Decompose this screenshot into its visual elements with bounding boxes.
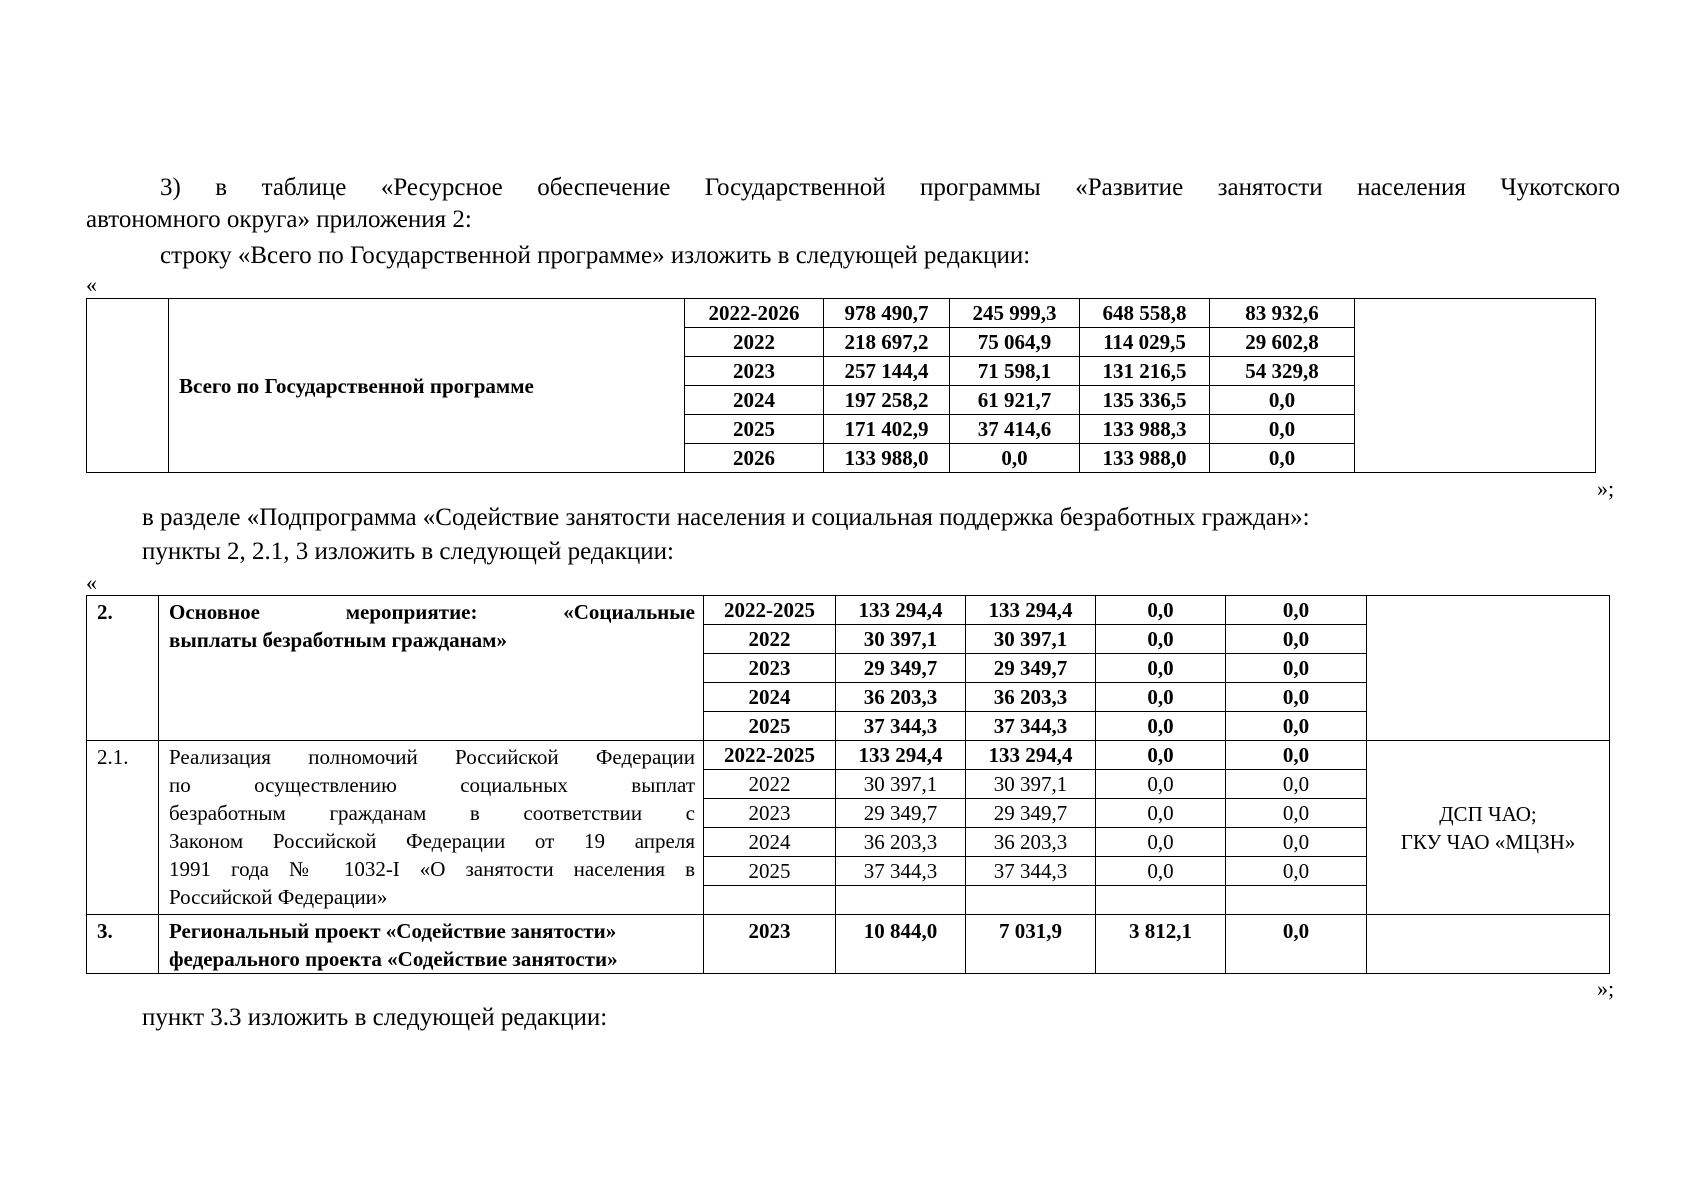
row21-value: 36 203,3 (966, 828, 1096, 857)
row21-year: 2024 (704, 828, 836, 857)
table1-value: 61 921,7 (950, 386, 1080, 415)
table2-row (87, 915, 1610, 974)
table1-label: Всего по Государственной программе (169, 299, 685, 473)
row21-total: 133 294,4 (836, 741, 966, 770)
table2-row (87, 741, 1610, 770)
row2-value: 0,0 (1226, 625, 1367, 654)
row2-value: 0,0 (1096, 625, 1226, 654)
row3-responsible-cell (1367, 915, 1610, 974)
row21-value: 0,0 (1096, 799, 1226, 828)
subprogram-line: в разделе «Подпрограмма «Содействие занятости населения и социальная поддержка безработных граждан»: (142, 504, 1310, 531)
table1-year: 2022 (685, 328, 824, 357)
row21-value: 37 344,3 (966, 857, 1096, 886)
table1-value: 245 999,3 (950, 299, 1080, 328)
table1-total: 133 988,0 (824, 444, 950, 473)
row2-total: 133 294,4 (836, 596, 966, 625)
row21-total: 30 397,1 (836, 770, 966, 799)
row2-year: 2025 (704, 712, 836, 741)
row3-description (159, 915, 704, 974)
row21-description (159, 741, 704, 915)
row21-value: 0,0 (1226, 799, 1367, 828)
row21-value: 29 349,7 (966, 799, 1096, 828)
table1-value: 114 029,5 (1080, 328, 1210, 357)
point33-line: пункт 3.3 изложить в следующей редакции: (142, 1004, 608, 1031)
row2-value: 0,0 (1226, 712, 1367, 741)
empty-cell (836, 886, 966, 915)
empty-cell (1096, 886, 1226, 915)
row21-responsible (1367, 741, 1610, 915)
row3-value: 7 031,9 (966, 915, 1096, 974)
row2-value: 0,0 (1096, 654, 1226, 683)
responsible-line: ГКУ ЧАО «МЦЗН» (1400, 829, 1576, 854)
row21-total: 37 344,3 (836, 857, 966, 886)
table1-value: 648 558,8 (1080, 299, 1210, 328)
row3-value: 3 812,1 (1096, 915, 1226, 974)
row2-value: 36 203,3 (966, 683, 1096, 712)
table1-value: 131 216,5 (1080, 357, 1210, 386)
row21-value: 0,0 (1226, 828, 1367, 857)
table1-total: 218 697,2 (824, 328, 950, 357)
row21-desc-line: Законом Российской Федерации от 19 апреля (169, 829, 695, 853)
row21-desc-line: безработным гражданам в соответствии с (169, 801, 695, 825)
row2-year: 2022-2025 (704, 596, 836, 625)
row2-value: 0,0 (1226, 654, 1367, 683)
row21-value: 30 397,1 (966, 770, 1096, 799)
open-quote-1: « (86, 272, 97, 297)
row2-total: 37 344,3 (836, 712, 966, 741)
table1-value: 135 336,5 (1080, 386, 1210, 415)
item3-line2: автономного округа» приложения 2: (86, 206, 472, 233)
row2-value: 37 344,3 (966, 712, 1096, 741)
table1-index-cell (87, 299, 169, 473)
table1-year: 2024 (685, 386, 824, 415)
row2-value: 133 294,4 (966, 596, 1096, 625)
row2-total: 36 203,3 (836, 683, 966, 712)
row3-desc-line: федерального проекта «Содействие занятости» (169, 947, 618, 971)
row3-value: 0,0 (1226, 915, 1367, 974)
row21-total: 29 349,7 (836, 799, 966, 828)
row21-value: 0,0 (1226, 741, 1367, 770)
row2-desc-line: выплаты безработным гражданам» (169, 628, 507, 652)
row21-index: 2.1. (87, 741, 159, 915)
row21-value: 0,0 (1226, 857, 1367, 886)
row2-value: 29 349,7 (966, 654, 1096, 683)
row-total-instruction: строку «Всего по Государственной программе» изложить в следующей редакции: (160, 242, 1031, 269)
row21-desc-line: по осуществлению социальных выплат (169, 773, 695, 797)
table1-total: 197 258,2 (824, 386, 950, 415)
row21-desc-line: 1991 года № 1032-I «О занятости населения в (169, 857, 695, 881)
responsible-line: ДСП ЧАО; (1439, 801, 1537, 826)
row3-desc-line: Региональный проект «Содействие занятости» (169, 919, 617, 943)
table1-value: 29 602,8 (1210, 328, 1355, 357)
empty-cell (704, 886, 836, 915)
row21-value: 0,0 (1096, 741, 1226, 770)
row21-value: 0,0 (1226, 770, 1367, 799)
row2-total: 29 349,7 (836, 654, 966, 683)
close-quote-2: »; (1597, 976, 1615, 1001)
row21-year: 2023 (704, 799, 836, 828)
row3-index: 3. (87, 915, 159, 974)
row2-total: 30 397,1 (836, 625, 966, 654)
row2-desc-line: Основное мероприятие: «Социальные (169, 600, 695, 624)
empty-cell (1226, 886, 1367, 915)
row2-responsible-cell (1367, 596, 1610, 741)
row21-value: 0,0 (1096, 770, 1226, 799)
row2-index: 2. (87, 596, 159, 741)
row2-description (159, 596, 704, 741)
table1-responsible-cell (1355, 299, 1596, 473)
item3-line1: 3) в таблице «Ресурсное обеспечение Государственной программы «Развитие занятости населения Чукотского (160, 174, 1620, 201)
close-quote-1: »; (1597, 476, 1615, 501)
row2-year: 2022 (704, 625, 836, 654)
row2-value: 0,0 (1226, 683, 1367, 712)
row2-value: 0,0 (1096, 712, 1226, 741)
row21-year: 2022 (704, 770, 836, 799)
table1-value: 133 988,0 (1080, 444, 1210, 473)
table1-value: 75 064,9 (950, 328, 1080, 357)
row21-desc-line: Российской Федерации» (169, 885, 388, 909)
table1-value: 133 988,3 (1080, 415, 1210, 444)
total-program-table (86, 298, 1596, 473)
row2-value: 30 397,1 (966, 625, 1096, 654)
row3-total: 10 844,0 (836, 915, 966, 974)
row21-total: 36 203,3 (836, 828, 966, 857)
table1-value: 37 414,6 (950, 415, 1080, 444)
row21-value: 133 294,4 (966, 741, 1096, 770)
table1-row (87, 299, 1596, 328)
row2-value: 0,0 (1226, 596, 1367, 625)
table1-value: 0,0 (950, 444, 1080, 473)
table1-total: 978 490,7 (824, 299, 950, 328)
open-quote-2: « (86, 570, 97, 595)
table1-total: 171 402,9 (824, 415, 950, 444)
row3-year: 2023 (704, 915, 836, 974)
table1-year: 2023 (685, 357, 824, 386)
empty-cell (966, 886, 1096, 915)
row21-year: 2025 (704, 857, 836, 886)
row2-value: 0,0 (1096, 683, 1226, 712)
row2-year: 2024 (704, 683, 836, 712)
row2-value: 0,0 (1096, 596, 1226, 625)
table1-value: 71 598,1 (950, 357, 1080, 386)
row2-year: 2023 (704, 654, 836, 683)
table2-row (87, 596, 1610, 625)
table1-year: 2025 (685, 415, 824, 444)
row21-desc-line: Реализация полномочий Российской Федерации (169, 745, 695, 769)
row21-value: 0,0 (1096, 828, 1226, 857)
row21-year: 2022-2025 (704, 741, 836, 770)
table1-value: 0,0 (1210, 444, 1355, 473)
points-line: пункты 2, 2.1, 3 изложить в следующей редакции: (142, 538, 674, 565)
table1-year: 2026 (685, 444, 824, 473)
table1-value: 0,0 (1210, 415, 1355, 444)
table1-value: 0,0 (1210, 386, 1355, 415)
table1-value: 83 932,6 (1210, 299, 1355, 328)
table1-value: 54 329,8 (1210, 357, 1355, 386)
table1-year: 2022-2026 (685, 299, 824, 328)
row21-value: 0,0 (1096, 857, 1226, 886)
subprogram-table (86, 595, 1610, 974)
table1-total: 257 144,4 (824, 357, 950, 386)
